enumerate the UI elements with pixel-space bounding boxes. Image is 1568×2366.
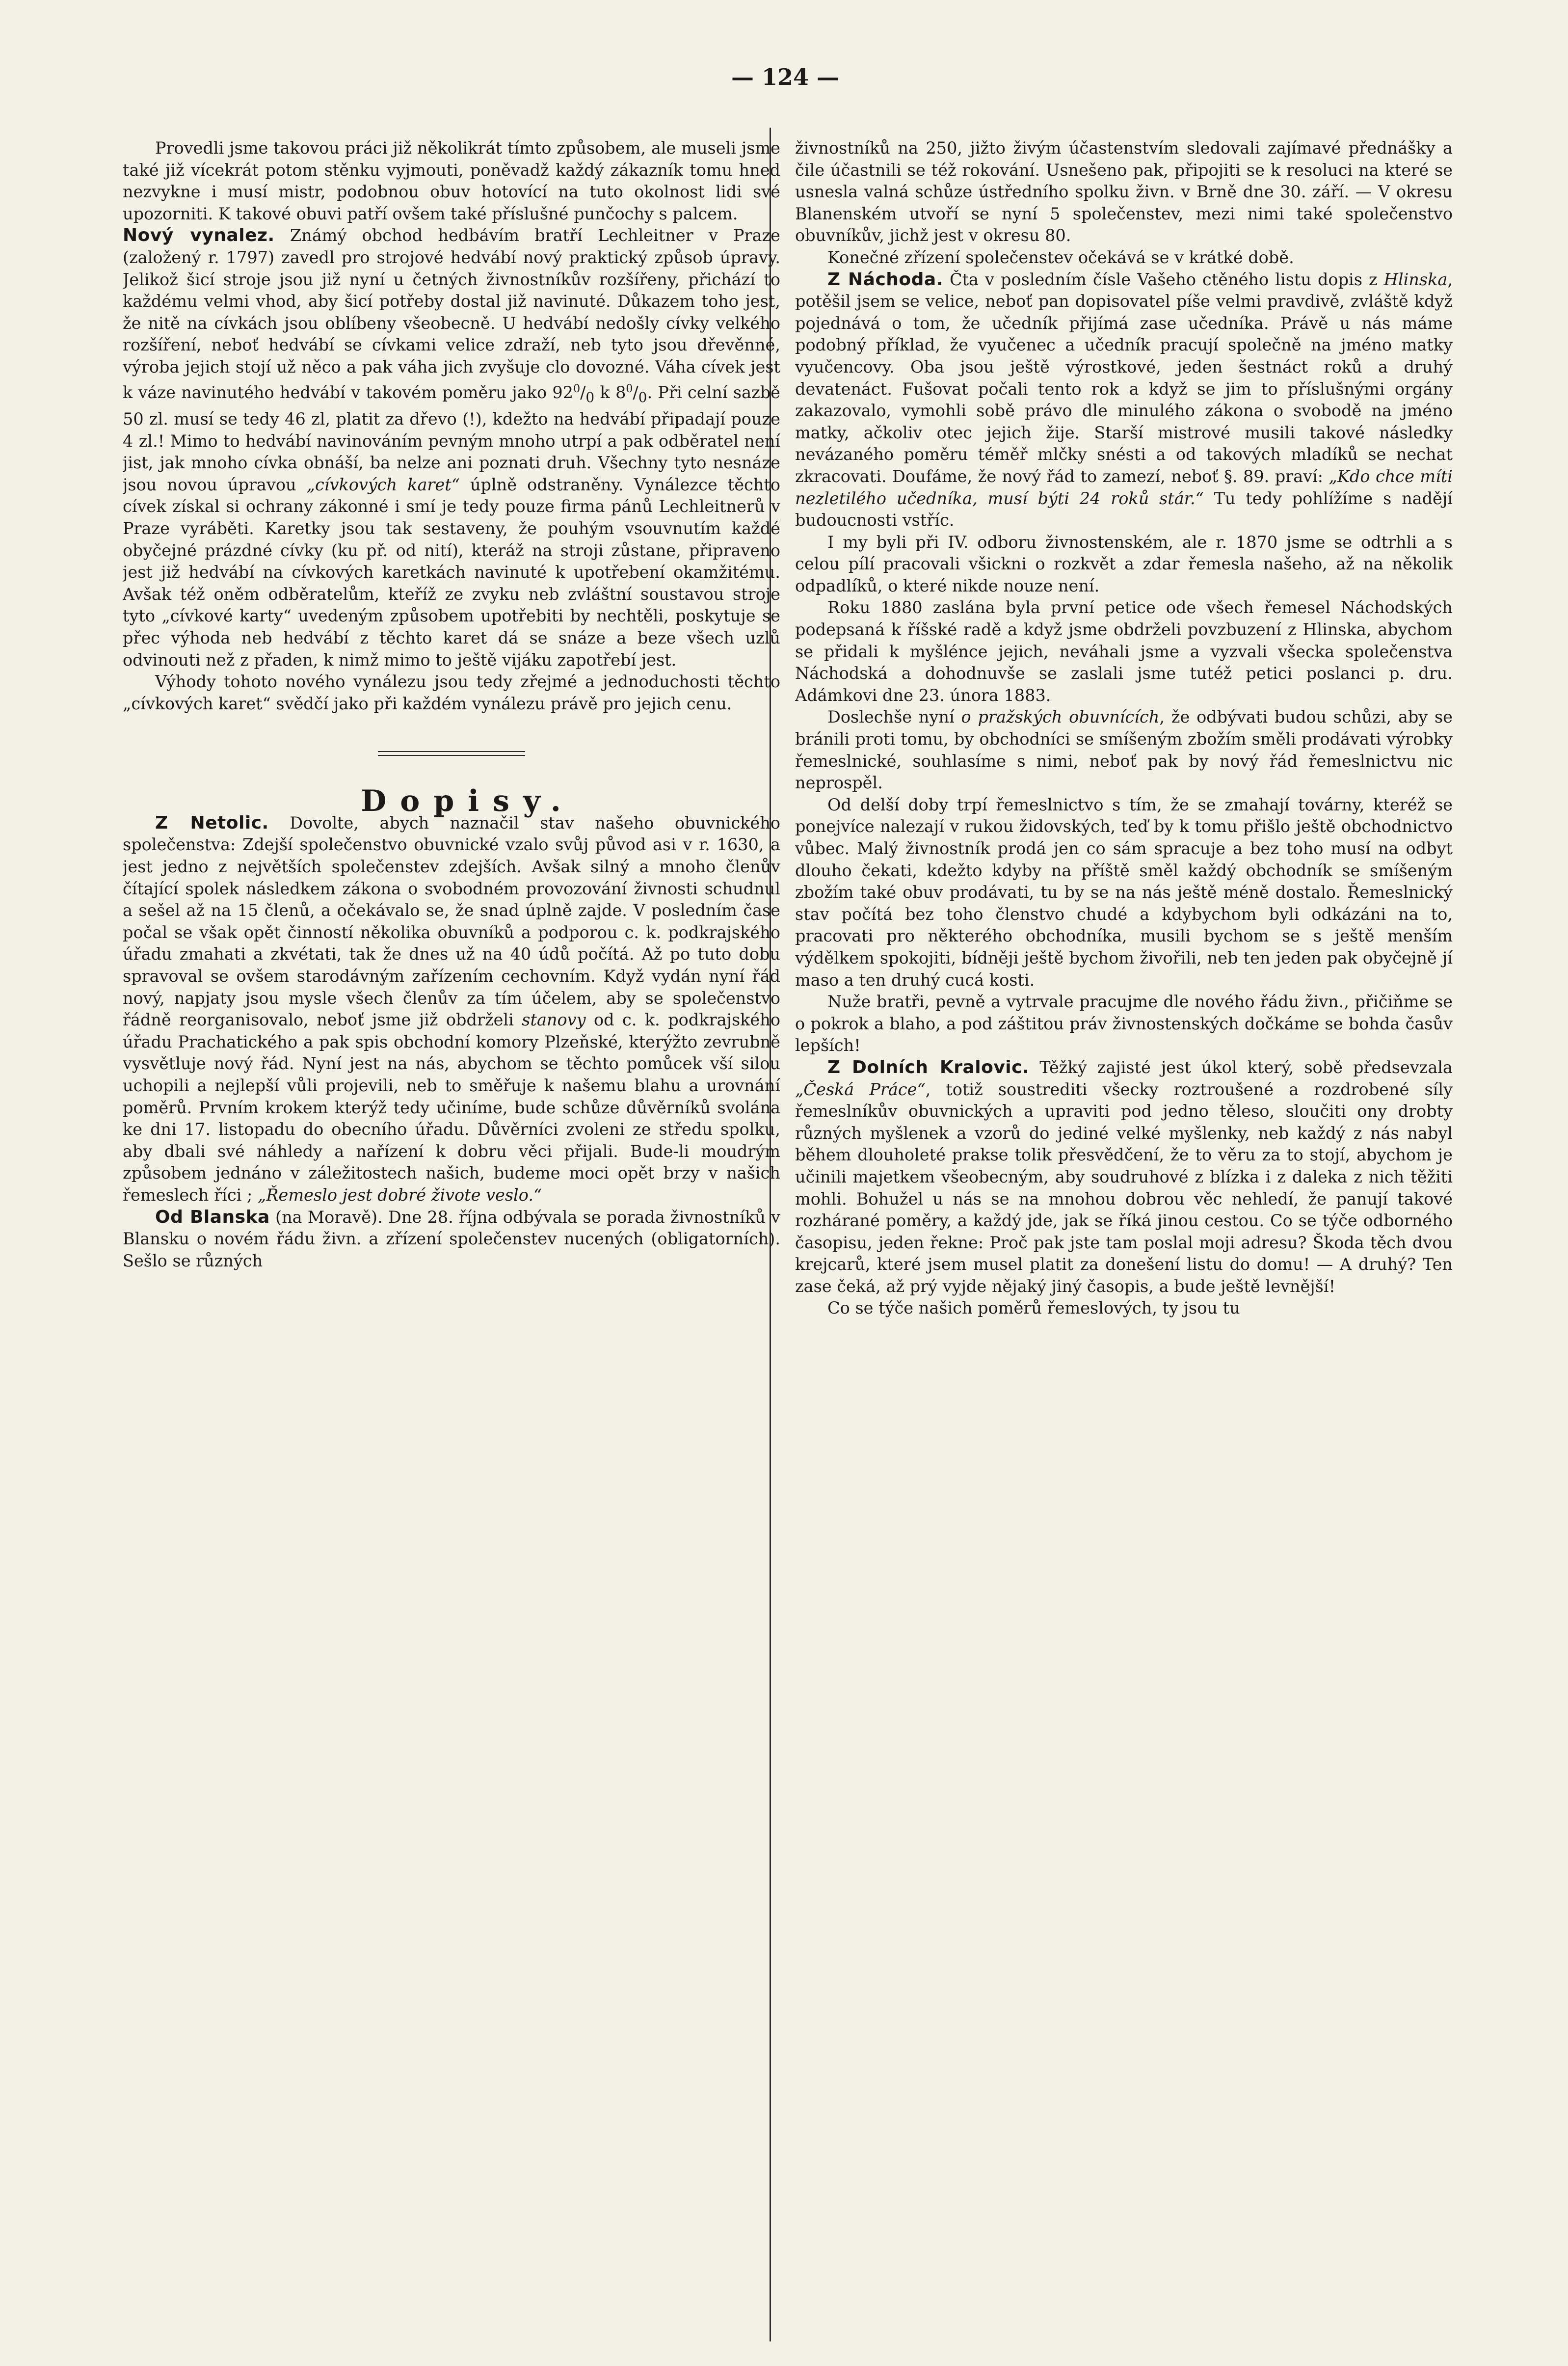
paragraph: Co se týče našich poměrů řemeslových, ty jsou tu	[827, 1298, 1240, 1318]
italic-text: „cívkových karet“	[306, 475, 460, 494]
article-title: Z Netolic.	[155, 812, 269, 833]
paragraph-text: Tu tedy pohlížíme s nadějí budoucnosti vstříc.	[795, 488, 1453, 530]
percent-sup: 0	[573, 382, 581, 395]
article-title: Z Náchoda.	[827, 269, 943, 290]
paragraph: Provedli jsme takovou práci již několikrát tímto způsobem, ale museli jsme také již vícekrát potom stěnku vyjmouti, poněvadž každý zákazník tomu hned nezvykne i musí mistr, podobnou obuv hotovící na tuto okolnost lidi své upozorniti. K takové obuvi patří ovšem také příslušné punčochy s palcem.	[123, 138, 780, 223]
paragraph-text: , potěšil jsem se velice, neboť pan dopisovatel píše velmi pravdivě, zvláště když pojednává o tom, že učedník přijímá zase učedníka. Právě u nás máme podobný příklad, že vyučenec a učedník pracují společně na jméno matky vyučencovy. Oba jsou ještě výrostkové, jeden šestnáct roků a druhý devatenáct. Fušovat počali tento rok a když se jim to příslušnými orgány zakazovalo, vymohli sobě právo dle minulého zákona o svobodě na jméno matky, ačkoliv otec jejich žije. Starší mistrové musili takové následky nevázaného poměru téměř mlčky snésti a od takových mladíků se nechat zkracovati. Doufáme, že nový řád to zamezí, neboť §. 89. praví:	[795, 269, 1453, 486]
italic-text: o pražských obuvnících	[961, 707, 1160, 727]
paragraph-text: úplně odstraněny. Vynálezce těchto cívek získal si ochrany zákonné i smí je tedy pouze firma pánů Lechleitnerů v Praze vyráběti. Karetky jsou tak sestaveny, že pouhým vsouvnutím každé obyčejné prázdné cívky (ku př. od nití), kteráž na stroji zůstane, připraveno jest již hedvábí na cívkových karetkách navinuté k upotřebení okamžitému. Avšak též oněm odběratelům, kteříž ze zvyku neb zvláštní soustavou stroje tyto „cívkové karty“ uvedeným způsobem upotřebiti by nechtěli, poskytuje se přec výhoda neb hedvábí z těchto karet dá se snáze a beze všech uzlů odvinouti než z přaden, k nimž mimo to ještě vijáku zapotřebí jest.	[123, 475, 780, 670]
percent-sup: 0	[626, 382, 633, 395]
paragraph-text: k 8	[594, 382, 626, 402]
right-column	[795, 137, 1453, 2341]
paragraph-text: Doslechše nyní	[827, 707, 961, 727]
paragraph	[123, 812, 780, 1207]
paragraph-text: Čta v posledním čísle Vašeho ctěného listu dopis z	[949, 269, 1384, 289]
italic-text: „Česká Práce“	[795, 1079, 926, 1099]
paragraph-text: Dovolte, abych naznačil stav našeho obuvnického společenstva: Zdejší společenstvo obuvnické vzalo svůj původ asi v r. 1630, a jest jedno z největších společenstev zdejších. Avšak silný a mnoho členův čítající spolek následkem zákona o svobodném provozování živnosti schudnul a sešel až na 15 členů, a očekávalo se, že snad úplně zajde. V posledním čase počal se však opět činností několika obuvníků a podporou c. k. podkrajského úřadu zmahati a zkvétati, tak že dnes už na 40 údů počítá. Až po tuto dobu spravoval se ovšem starodávným zařízením cechovním. Když vydán nyní řád nový, napjaty jsou mysle všech členův za tím účelem, aby se společenstvo řádně reorganisovalo, neboť jsme již obdrželi	[123, 813, 780, 1030]
paragraph-text: , že odbývati budou schůzi, aby se bránili proti tomu, by obchodníci se smíšeným zbožím směli prodávati výrobky řemeslnické, souhlasíme s nimi, neboť pak by nový řád řemeslnictvu nic neprospěl.	[795, 707, 1453, 793]
paragraph: Nový vynalez. Známý obchod hedbávím bratří Lechleitner v Praze (založený r. 1797) zavedl pro strojové hedvábí nový praktický způsob úpravy. Jelikož šicí stroje jsou již nyní u četných živnostníkův rozšířeny, přichází to každému velmi vhod, aby šicí potřeby dostal již navinuté. Důkazem toho jest, že nitě na cívkách jsou oblíbeny všeobecně. U hedvábí nedošly cívky velkého rozšíření, neboť hedvábí se cívkami velice zdraží, neb tyto jsou dřevěnné, výroba jejich stojí už něco a pak váha jich zvyšuje clo dovozné. Váha cívek jest k váze navinutého hedvábí v takovém poměru jako $92^0/_0$ k $8^0/_0$. Při celní sazbě 50 zl. musí se tedy 46 zl, platit za dřevo (!), kdežto na hedvábí připadají pouze 4 zl.! Mimo to hedvábí navinováním pevným mnoho utrpí a pak odběratel není jist, jak mnoho cívka obnáší, ba nelze ani poznati druh. Všechny tyto nesnáze jsou novou úpravou „cívkových karet“ úplně odstraněny. Vynálezce těchto cívek získal si ochrany zákonné i smí je tedy pouze firma pánů Lechleitnerů v Praze vyráběti. Karetky jsou tak sestaveny, že pouhým vsouvnutím každé obyčejné prázdné cívky (ku př. od nití), kteráž na stroji zůstane, připraveno jest již hedvábí na cívkových karetkách navinuté k upotřebení okamžitému. Avšak též oněm odběratelům, kteříž ze zvyku neb zvláštní soustavou stroje tyto „cívkové karty“ uvedeným způsobem upotřebiti by nechtěli, poskytuje se přec výhoda neb hedvábí z těchto karet dá se snáze a beze všech uzlů odvinouti než z přaden, k nimž mimo to ještě vijáku zapotřebí jest.	[123, 225, 780, 670]
paragraph-text: (na Moravě). Dne 28. října odbývala se porada živnostníků v Blansku o novém řádu živn. a zřízení společenstev nucených (obligatorních). Sešlo se různých	[123, 1207, 780, 1270]
paragraph: I my byli při IV. odboru živnostenském, ale r. 1870 jsme se odtrhli a s celou pílí pracovali všickni o rozkvět a zdar řemesla našeho, až na několik odpadlíků, o které nikde nouze není.	[795, 532, 1453, 595]
paragraph: Výhody tohoto nového vynálezu jsou tedy zřejmé a jednoduchosti těchto „cívkových karet“ svědčí jako při každém vynálezu právě pro jejich cenu.	[123, 672, 780, 713]
section-rule	[378, 751, 525, 752]
left-column	[123, 137, 780, 2341]
paragraph	[795, 269, 1453, 532]
paragraph-text: Těžký zajisté jest úkol který, sobě předsevzala	[1039, 1057, 1453, 1077]
article-title: Od Blanska	[155, 1207, 270, 1227]
paragraph: Konečné zřízení společenstev očekává se v krátké době.	[827, 247, 1294, 267]
italic-text: Hlinska	[1383, 269, 1448, 289]
article-title: Z Dolních Kralovic.	[827, 1057, 1030, 1077]
paragraph-text: , totiž soustrediti všecky roztroušené a rozdrobené síly řemeslníkův obuvnických a upraviti pod jedno těleso, sloučiti ony drobty různých myšlenek a vzorů do jediné velké myšlenky, neb každý z nás nabyl během dlouholeté prakse tolik přesvědčení, že to věru za to stojí, abychom je učinili majetkem všeobecným, aby soudruhové z blízka i z daleka z nich těžiti mohli. Bohužel u nás se na mnohou dobrou věc nehledí, že panují takové rozhárané poměry, a každý jde, jak se říká jinou cestou. Co se týče odborného časopisu, jeden řekne: Proč pak jste tam poslal moji adresu? Škoda těch dvou krejcarů, které jsem musel platit za donešení listu do domu! — A druhý? Ten zase čeká, až prý vyjde nějaký jiný časopis, a bude ještě levnější!	[795, 1079, 1453, 1296]
paragraph-text: . Při celní sazbě 50 zl. musí se tedy 46 zl, platit za dřevo (!), kdežto na hedvábí připadají pouze 4 zl.! Mimo to hedvábí navinováním pevným mnoho utrpí a pak odběratel není jist, jak mnoho cívka obnáší, ba nelze ani poznati druh. Všechny tyto nesnáze jsou novou úpravou	[123, 382, 780, 494]
paragraph	[795, 706, 1453, 794]
paragraph: Roku 1880 zaslána byla první petice ode všech řemesel Náchodských podepsaná k říšské radě a když jsme obdrželi povzbuzení z Hlinska, abychom se přidali k myšlénce jejich, neváhali jsme a vyzvali všecka společenstva Náchodská a dohodnuvše se zaslali jsme tutéž petici poslanci p. dru. Adámkovi dne 23. února 1883.	[795, 598, 1453, 705]
paragraph: Nuže bratři, pevně a vytrvale pracujme dle nového řádu živn., přičiňme se o pokrok a blaho, a pod záštitou práv živnostenských dočkáme se bohda časův lepších!	[795, 992, 1453, 1055]
italic-text: „Kdo chce míti nezletilého učedníka, musí býti 24 roků stár.“	[795, 466, 1453, 508]
paragraph	[123, 1207, 780, 1272]
paragraph: Od delší doby trpí řemeslnictvo s tím, že se zmahají továrny, kteréž se ponejvíce nalezají v rukou židovských, teď by k tomu přišlo ještě obchodnictvo vůbec. Malý živnostník prodá jen co sám spracuje a bez toho musí na odbyt dlouho čekati, kdežto kdyby na příště směl každý obchodník se smíšeným zbožím také obuv prodávati, tu by se na nás ještě méně dostalo. Řemeslnický stav počítá bez toho členstvo chudé a kdybychom byli odkázáni na to, pracovati pro některého obchodníka, musili bychom se s ještě menším výdělkem spokojiti, bídněji ještě bychom živořili, neb ten jeden pak obyčejně jí maso a ten druhý cucá kosti.	[795, 795, 1453, 990]
italic-text: „Řemeslo jest dobré živote veslo.“	[257, 1185, 542, 1205]
section-rule	[378, 755, 525, 756]
paragraph-text: Známý obchod hedbávím bratří Lechleitner v Praze (založený r. 1797) zavedl pro strojové hedvábí nový praktický způsob úpravy. Jelikož šicí stroje jsou již nyní u četných živnostníkův rozšířeny, přichází to každému velmi vhod, aby šicí potřeby dostal již navinuté. Důkazem toho jest, že nitě na cívkách jsou oblíbeny všeobecně. U hedvábí nedošly cívky velkého rozšíření, neboť hedvábí se cívkami velice zdraží, neb tyto jsou dřevěnné, výroba jejich stojí už něco a pak váha jich zvyšuje clo dovozné. Váha cívek jest k váze navinutého hedvábí v takovém poměru jako 92	[123, 226, 780, 402]
page-number: — 124 —	[731, 64, 840, 90]
paragraph-text: od c. k. podkrajského úřadu Prachatického a pak spis obchodní komory Plzeňské, kterýžto zevrubně vysvětluje nový řád. Nyní jest na nás, abychom se těchto pomůcek vší silou uchopili a nejlepší vůli projevili, neb to směřuje k našemu blahu a urovnání poměrů. Prvním krokem kterýž tedy učiníme, bude schůze důvěrníků svolána ke dni 17. listopadu do obecního úřadu. Důvěrníci zvoleni ze středu spolku, aby dbali své náhledy a nařízení k dobru věci přijali. Bude-li moudrým způsobem jednáno v záležitostech našich, budeme moci opět brzy v našich řemeslech říci ;	[123, 1010, 780, 1205]
article-title: Nový vynalez.	[123, 225, 275, 246]
paragraph: živnostníků na 250, jižto živým účastenstvím sledovali zajímavé přednášky a čile účastnili se též rokování. Usnešeno pak, připojiti se k resoluci na které se usnesla valná schůze ústředního spolku živn. v Brně dne 30. září. — V okresu Blanenském utvoří se nyní 5 společenstev, mezi nimi také společenstvo obuvníkův, jichž jest v okresu 80.	[795, 138, 1453, 245]
section-title: Dopisy.	[361, 784, 575, 819]
paragraph	[795, 1057, 1453, 1298]
italic-text: stanovy	[522, 1010, 586, 1030]
